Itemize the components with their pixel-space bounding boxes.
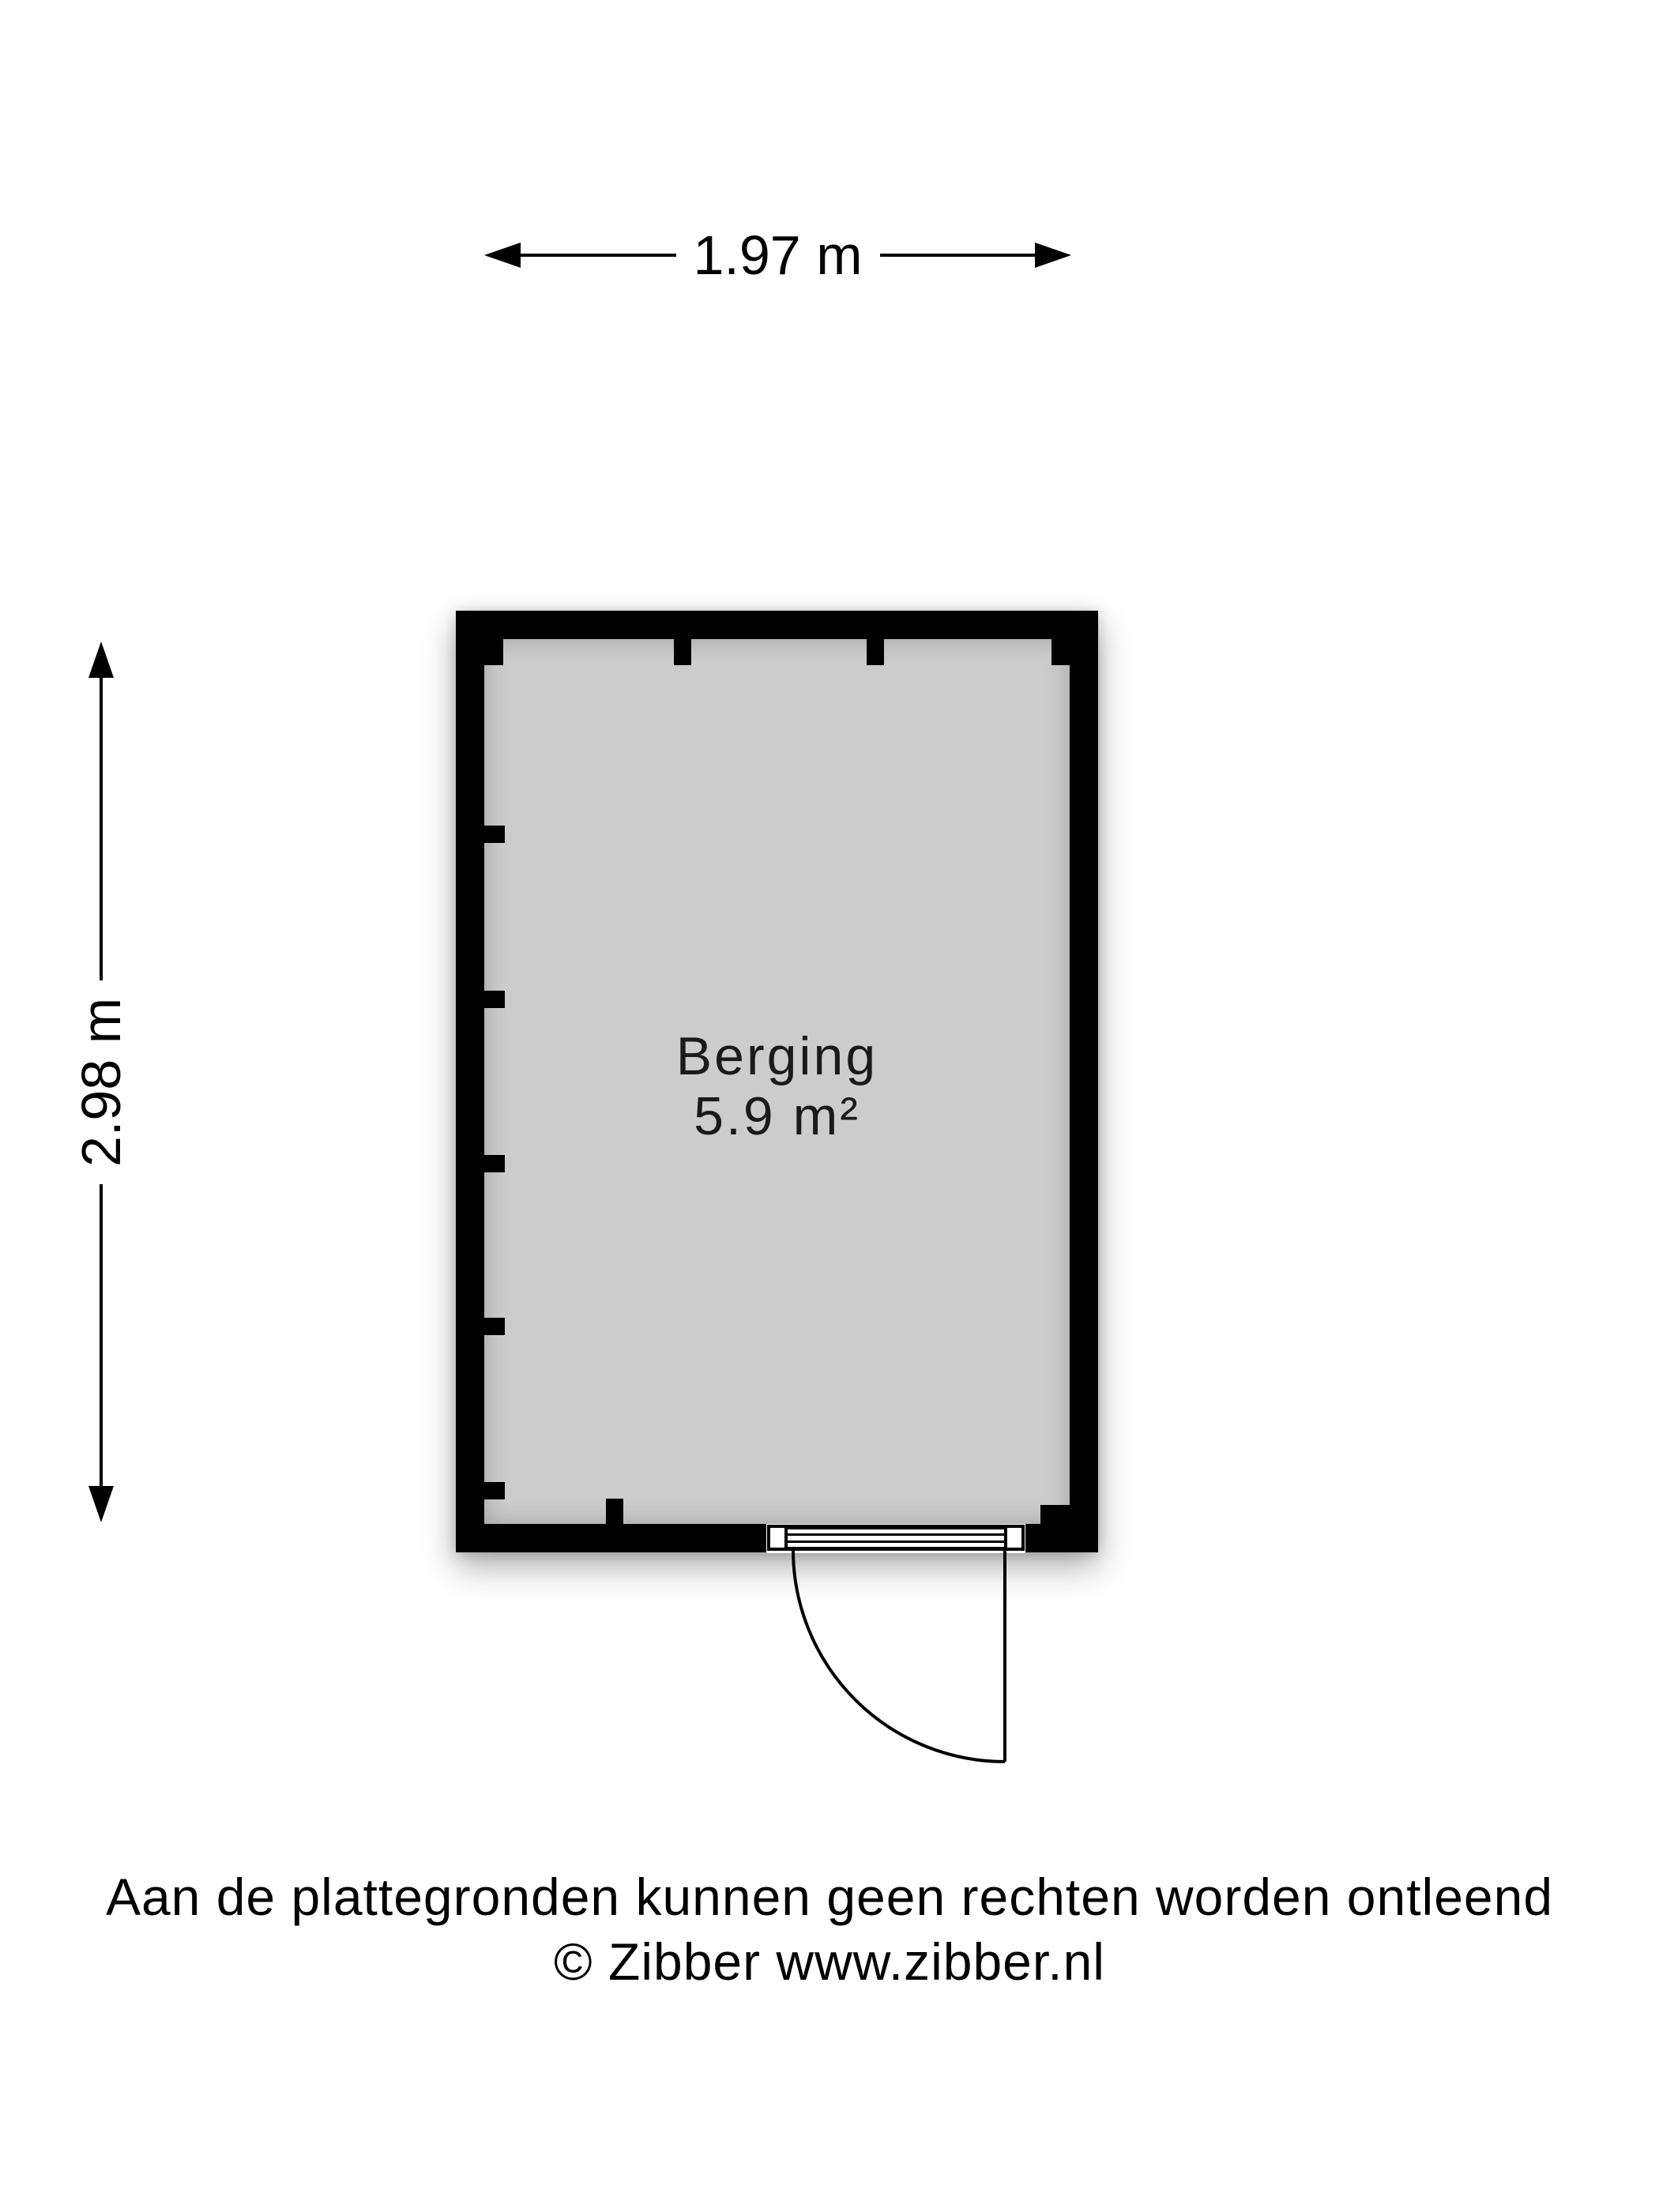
wall-stud: [867, 639, 884, 665]
door-jamb-left: [767, 1525, 788, 1551]
wall-stud: [484, 1318, 505, 1335]
dimension-line: [100, 1184, 103, 1487]
arrowhead-up-icon: [88, 641, 114, 678]
threshold-line: [788, 1540, 1004, 1543]
room-area: 5.9 m²: [694, 1086, 860, 1146]
door-threshold: [788, 1525, 1004, 1551]
wall-stud: [484, 991, 505, 1008]
door-jamb-right: [1004, 1525, 1025, 1551]
arrowhead-left-icon: [484, 243, 521, 268]
wall-stud: [674, 639, 691, 665]
dimension-height: [70, 641, 132, 1522]
wall-stud: [606, 1499, 623, 1525]
wall-corner-step: [1040, 1505, 1070, 1525]
arrowhead-down-icon: [88, 1486, 114, 1522]
wall-stud: [484, 1482, 505, 1499]
dimension-line: [521, 254, 676, 257]
dimension-width-label: 1.97 m: [693, 224, 863, 286]
dimension-line: [880, 254, 1036, 257]
dimension-line: [100, 678, 103, 980]
wall-stud: [484, 826, 505, 843]
arrowhead-right-icon: [1035, 243, 1071, 268]
dimension-width: [484, 224, 1071, 286]
dimension-height-label: 2.98 m: [70, 997, 132, 1167]
wall-stud: [1051, 639, 1070, 665]
footer-copyright: © Zibber www.zibber.nl: [554, 1932, 1105, 1991]
room-name: Berging: [675, 1026, 878, 1086]
room-label: [484, 1026, 1070, 1146]
door-swing-arc: [793, 1551, 1005, 1762]
wall-stud: [484, 1155, 505, 1172]
wall-stud: [484, 639, 503, 665]
threshold-line: [788, 1533, 1004, 1536]
footer-disclaimer: Aan de plattegronden kunnen geen rechten worden ontleend: [105, 1868, 1554, 1926]
